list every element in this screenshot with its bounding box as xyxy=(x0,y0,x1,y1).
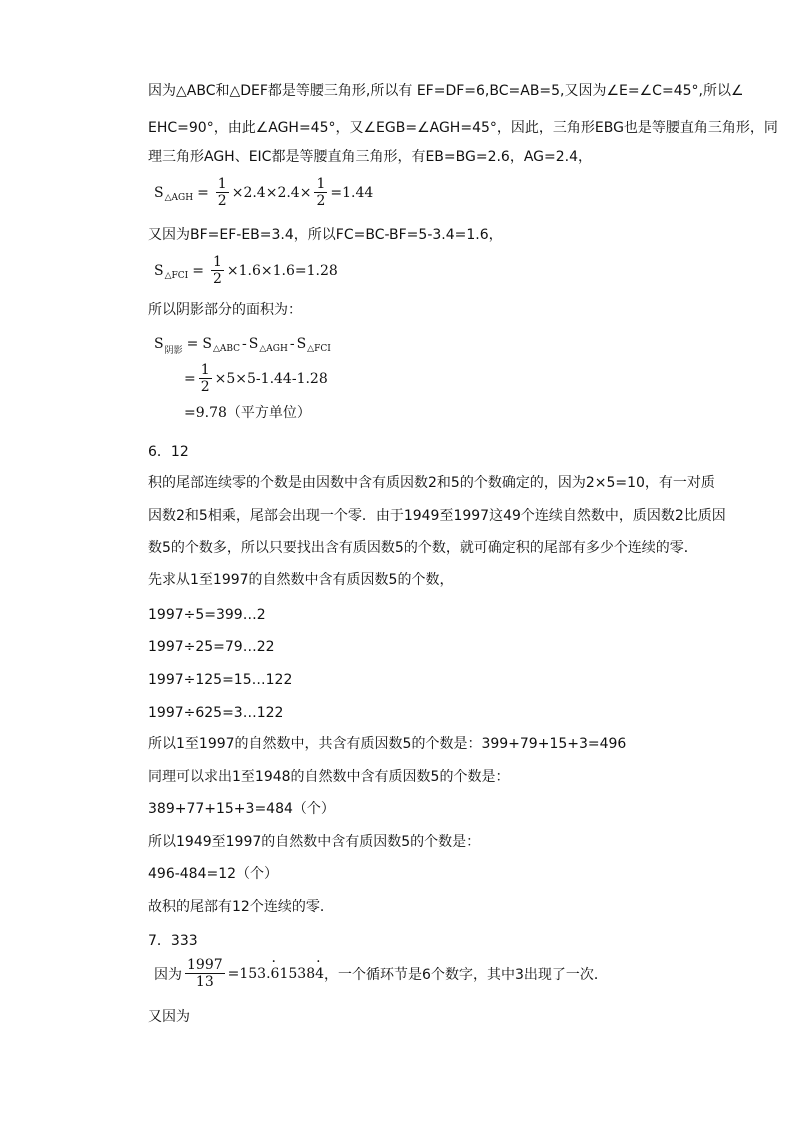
text-line: 理三角形AGH、EIC都是等腰直角三角形，有EB=BG=2.6，AG=2.4， xyxy=(148,149,593,165)
text-line: 又因为BF=EF-EB=3.4，所以FC=BC-BF=5-3.4=1.6， xyxy=(148,227,503,243)
fraction-half: $\frac{1}{2}$ xyxy=(217,176,227,209)
text-line: 所以阴影部分的面积为： xyxy=(148,302,302,318)
text-line: 所以1至1997的自然数中，共含有质因数5的个数是：399+79+15+3=496 xyxy=(148,736,627,752)
fraction-half: $\frac{1}{2}$ xyxy=(212,254,222,287)
equals-sign: = xyxy=(192,262,204,279)
fraction-half: $\frac{1}{2}$ xyxy=(316,176,326,209)
text-line: 因为△ABC和△DEF都是等腰三角形,所以有 EF=DF=6,BC=AB=5,又因为∠E=∠C=45°,所以∠ xyxy=(148,83,744,99)
calc-line: 1997÷25=79…22 xyxy=(148,639,275,655)
repeat-dot: · 4 xyxy=(315,966,324,982)
subscript: △AGH xyxy=(164,192,194,203)
equals-sign: = xyxy=(197,184,209,201)
calc-line: 1997÷125=15…122 xyxy=(148,672,293,688)
text-line: 同理可以求出1至1948的自然数中含有质因数5的个数是： xyxy=(148,769,510,785)
section-heading: 7．333 xyxy=(148,933,198,949)
text-line: 389+77+15+3=484（个） xyxy=(148,801,335,817)
section-heading: 6．12 xyxy=(148,444,189,460)
symbol-s: S xyxy=(154,184,164,201)
equation-area-fci xyxy=(154,254,338,287)
text-line: 先求从1至1997的自然数中含有质因数5的个数， xyxy=(148,572,454,588)
fraction-1997-13: $\frac{1997}{13}$ xyxy=(187,957,223,990)
text-line: EHC=90°，由此∠AGH=45°，又∠EGB=∠AGH=45°，因此，三角形EBG也是等腰直角三角形，同 xyxy=(148,120,778,136)
result: =1.44 xyxy=(330,184,374,201)
subscript: △FCI xyxy=(164,270,189,281)
calc-line: 1997÷5=399…2 xyxy=(148,607,266,623)
text-line: 所以1949至1997的自然数中含有质因数5的个数是： xyxy=(148,834,481,850)
equation-area-agh xyxy=(154,176,373,209)
text-line: 496-484=12（个） xyxy=(148,866,279,882)
expression: ×2.4×2.4× xyxy=(231,184,312,201)
fraction-half: $\frac{1}{2}$ xyxy=(200,362,210,395)
text-line: 因数2和5相乘，尾部会出现一个零．由于1949至1997这49个连续自然数中，质因数2比质因 xyxy=(148,508,726,524)
equation-step-3: =9.78（平方单位） xyxy=(184,405,311,421)
text-line: 又因为 xyxy=(148,1009,190,1025)
equation-repeating-decimal: 因为 $\frac{1997}{13}$ =153. · 6 1538 · 4 ，一个循环节是6个数字，其中3出现了一次． xyxy=(154,957,608,990)
calc-line: 1997÷625=3…122 xyxy=(148,705,284,721)
equation-shaded-area: S 阴影 = S △ABC - S △AGH - S △FCI xyxy=(154,336,331,356)
text-line: 故积的尾部有12个连续的零． xyxy=(148,899,334,915)
expression: ×1.6×1.6=1.28 xyxy=(226,262,338,279)
repeat-dot: · 6 xyxy=(271,966,280,982)
text-line: 积的尾部连续零的个数是由因数中含有质因数2和5的个数确定的，因为2×5=10，有一对质 xyxy=(148,475,715,491)
symbol-s: S xyxy=(154,262,164,279)
subscript: 阴影 xyxy=(164,345,183,356)
equation-step-2: = $\frac{1}{2}$ ×5×5-1.44-1.28 xyxy=(184,362,328,395)
text-line: 数5的个数多，所以只要找出含有质因数5的个数，就可确定积的尾部有多少个连续的零． xyxy=(148,540,698,556)
